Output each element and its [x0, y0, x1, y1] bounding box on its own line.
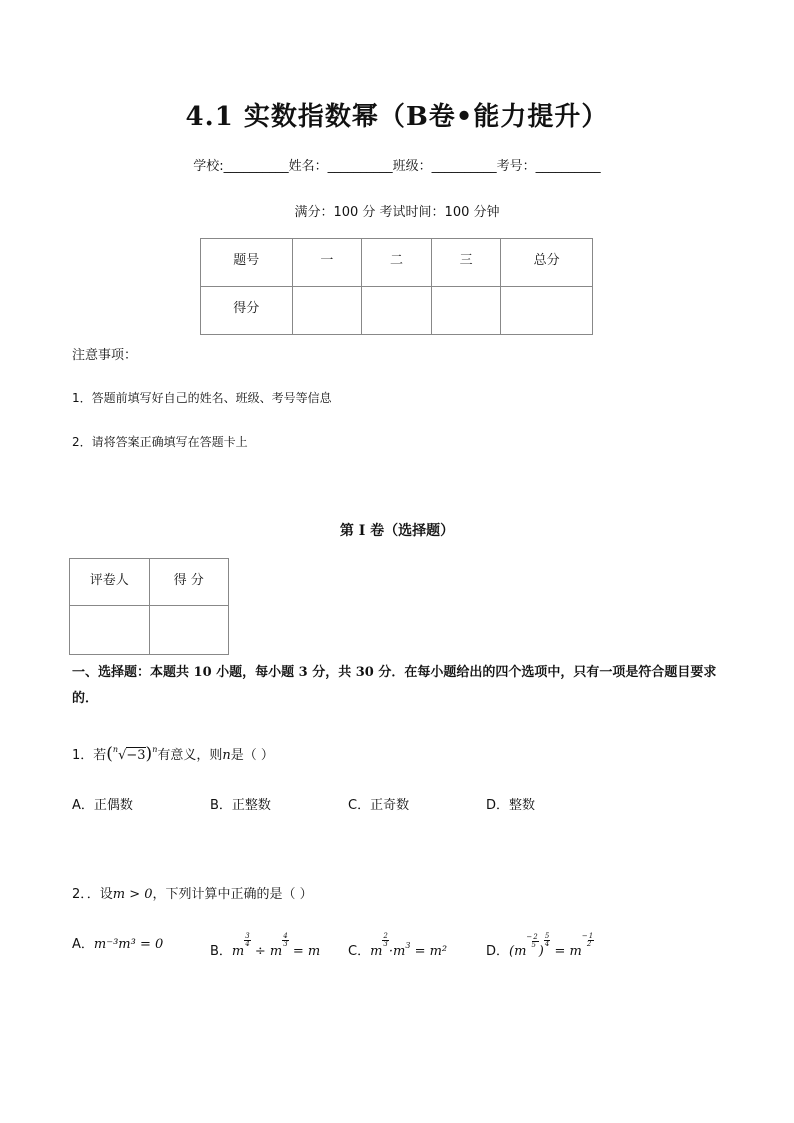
q2-option-b-expr: m 3 4 ÷ m 4 3 = m: [231, 932, 321, 959]
score-table: [200, 238, 593, 335]
section-title: 第 I 卷（选择题）: [339, 523, 455, 539]
score-header: 得 分: [149, 559, 229, 606]
question-1-prefix: 1．若: [72, 748, 107, 763]
score-row-label: 得分: [201, 287, 293, 335]
page-title: 4.1 实数指数幂（B卷•能力提升）: [185, 102, 609, 132]
q2-option-b[interactable]: [210, 933, 320, 959]
question-2: [72, 883, 313, 902]
note-item: 2．请将答案正确填写在答题卡上: [72, 435, 248, 449]
score-header-cell: 一: [292, 239, 362, 287]
q1-option-b[interactable]: B．正整数: [210, 798, 271, 813]
grader-header: 评卷人: [70, 559, 150, 606]
q1-variable: n: [222, 748, 231, 763]
exam-meta-line: 满分：100 分 考试时间：100 分钟: [294, 205, 500, 220]
score-cell[interactable]: [292, 287, 362, 335]
part-heading: 一、选择题：本题共 10 小题，每小题 3 分，共 30 分．在每小题给出的四个选项中，只有一项是符合题目要求的．: [72, 665, 717, 706]
question-1: [72, 744, 274, 764]
question-1-middle: 有意义，则: [157, 748, 223, 763]
notes-heading: 注意事项：: [72, 348, 138, 363]
student-info-line: 学校:__________姓名：__________班级：__________考号：__________: [193, 159, 601, 174]
score-cell[interactable]: [431, 287, 501, 335]
q2-option-a-label: A．: [72, 937, 94, 952]
q2-option-d-label: D．: [486, 944, 510, 959]
q2-option-c[interactable]: [348, 933, 447, 959]
q2-option-d[interactable]: [486, 933, 594, 959]
score-header-cell: 二: [362, 239, 432, 287]
score-header-cell: 三: [431, 239, 501, 287]
note-item: 1．答题前填写好自己的姓名、班级、考号等信息: [72, 391, 332, 405]
score-header-cell: 总分: [501, 239, 593, 287]
q2-option-c-label: C．: [348, 944, 371, 959]
q2-option-b-label: B．: [210, 944, 232, 959]
score-cell[interactable]: [149, 606, 229, 655]
q2-condition: m > 0: [112, 887, 153, 902]
score-header-cell: 题号: [201, 239, 293, 287]
question-2-prefix: 2．．设: [72, 887, 113, 902]
q2-option-d-expr: (m−2 5 ) 5 4 = m−1 2: [509, 932, 594, 959]
q1-expression: $(^n√-3)^n$: [106, 744, 158, 764]
grader-table: [69, 558, 229, 655]
question-1-suffix: 是（ ）: [230, 748, 274, 763]
q1-option-c[interactable]: C．正奇数: [348, 798, 410, 813]
q2-option-c-expr: m 2 $3\cdot m^3 = m^2$: [370, 932, 448, 959]
score-cell[interactable]: [501, 287, 593, 335]
grader-cell[interactable]: [70, 606, 150, 655]
q1-option-d[interactable]: D．整数: [486, 798, 536, 813]
q1-option-a[interactable]: A．正偶数: [72, 798, 133, 813]
q2-option-a-expr: m⁻³m³ = 0: [93, 937, 164, 952]
question-2-suffix: ，下列计算中正确的是（ ）: [152, 887, 313, 902]
score-cell[interactable]: [362, 287, 432, 335]
q2-option-a[interactable]: [72, 933, 163, 952]
